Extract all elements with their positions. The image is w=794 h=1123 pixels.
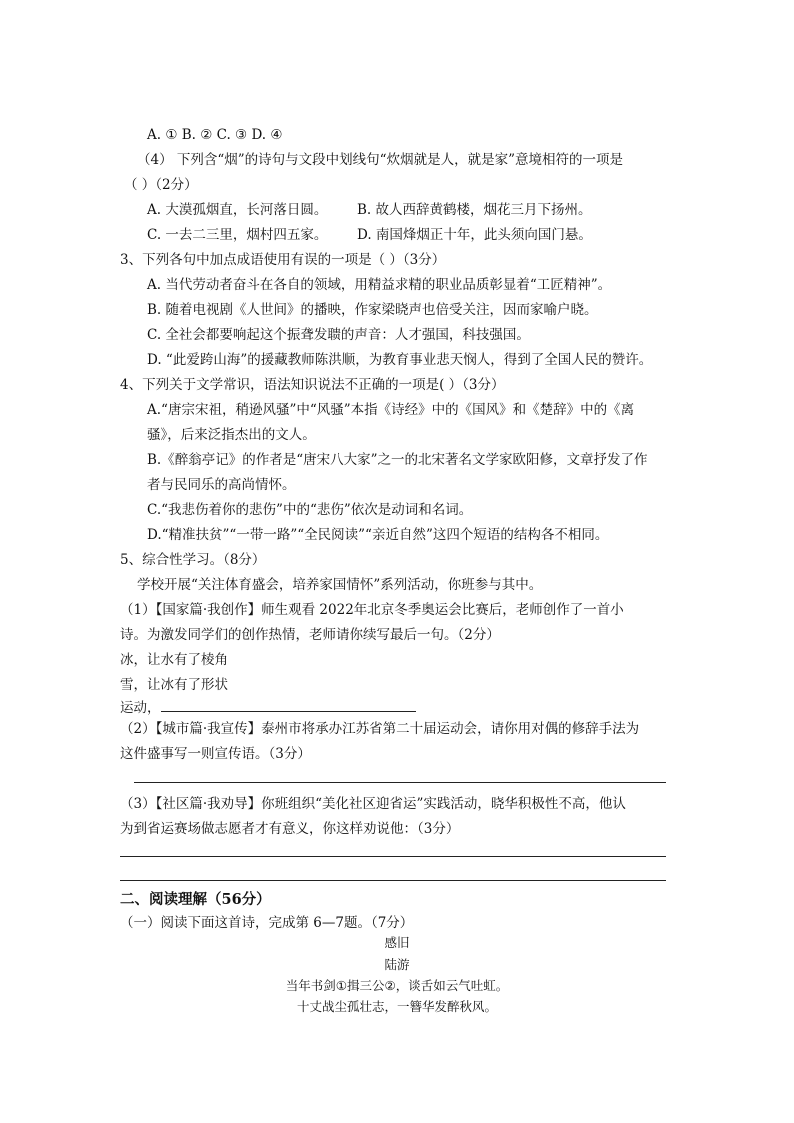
q5-2-line1: （2）【城市篇·我宣传】泰州市将承办江苏省第二十届运动会，请你用对偶的修辞手法为: [120, 721, 640, 737]
q5-poem-line3: [120, 697, 416, 717]
q5-1-line2: 诗。为激发同学们的创作热情，老师请你续写最后一句。（2分）: [120, 627, 500, 643]
q3-stem: 3、下列各句中加点成语使用有误的一项是（ ）（3分）: [120, 252, 446, 268]
q2-options: A. ① B. ② C. ③ D. ④: [147, 127, 283, 143]
q4-option-d: D.“精准扶贫”“一带一路”“全民阅读”“亲近自然”这四个短语的结构各不相同。: [147, 527, 609, 543]
section-2-title: 二、阅读理解（56分）: [120, 891, 271, 908]
q4-option-a-line1: A.“唐宗宋祖，稍逊风骚”中“风骚”本指《诗经》中的《国风》和《楚辞》中的《离: [147, 402, 635, 418]
poem-line1: 当年书剑①揖三公②，谈舌如云气吐虹。: [285, 978, 509, 993]
q4-option-b-line2: 者与民同乐的高尚情怀。: [147, 477, 296, 493]
q5-2-answer-line[interactable]: [134, 782, 666, 783]
section-2-sub1: （一）阅读下面这首诗，完成第 6—7题。（7分）: [120, 915, 414, 931]
q4-stem: 4、下列关于文学常识，语法知识说法不正确的一项是( ）（3分）: [120, 377, 505, 393]
poem-author: 陆游: [384, 957, 410, 972]
q5-3-line2: 为到省运赛场做志愿者才有意义，你这样劝说他：（3分）: [120, 821, 460, 837]
q5-3-line1: （3）【社区篇·我劝导】你班组织“美化社区迎省运”实践活动，晓华积极性不高，他认: [120, 796, 626, 812]
poem-line2: 十丈战尘孤壮志，一簪华发醉秋风。: [296, 999, 497, 1014]
q2-4-stem-cont: （ ）（2分）: [124, 177, 198, 193]
q5-1-line1: （1）【国家篇·我创作】师生观看 2022年北京冬季奥运会比赛后，老师创作了一首小: [120, 602, 624, 618]
q5-poem-line3-text: 运动，: [120, 700, 161, 716]
q5-3-answer-line2[interactable]: [120, 880, 666, 881]
q5-2-line2: 这件盛事写一则宣传语。（3分）: [120, 746, 311, 762]
q3-option-d: D. “此爱跨山海”的援藏教师陈洪顺，为教育事业悲天悯人，得到了全国人民的赞许。: [147, 352, 653, 368]
q4-option-a-line2: 骚》，后来泛指杰出的文人。: [147, 427, 316, 443]
q5-1-answer-blank[interactable]: [161, 697, 416, 712]
q2-4-option-c: C. 一去二三里，烟村四五家。: [147, 227, 328, 243]
q2-4-stem: （4） 下列含“烟”的诗句与文段中划线句“炊烟就是人，就是家”意境相符的一项是: [137, 152, 623, 168]
q2-4-option-a: A. 大漠孤烟直，长河落日圆。: [147, 202, 328, 218]
q2-4-option-b: B. 故人西辞黄鹤楼，烟花三月下扬州。: [357, 202, 592, 218]
q3-option-c: C. 全社会都要响起这个振聋发聩的声音：人才强国，科技强国。: [147, 327, 530, 343]
q5-3-answer-line1[interactable]: [120, 856, 666, 857]
q4-option-c: C.“我悲伤着你的悲伤”中的“悲伤”依次是动词和名词。: [147, 502, 473, 518]
q3-option-b: B. 随着电视剧《人世间》的播映，作家梁晓声也倍受关注，因而家喻户晓。: [147, 302, 598, 318]
poem-title: 感旧: [384, 935, 410, 950]
q5-poem-line1: 冰，让水有了棱角: [120, 652, 228, 668]
q5-stem: 5、综合性学习。（8分）: [120, 552, 266, 568]
q5-intro: 学校开展“关注体育盛会，培养家国情怀”系列活动，你班参与其中。: [137, 577, 543, 593]
q4-option-b-line1: B.《醉翁亭记》的作者是“唐宋八大家”之一的北宋著名文学家欧阳修，文章抒发了作: [147, 452, 648, 468]
q3-option-a: A. 当代劳动者奋斗在各自的领域，用精益求精的职业品质彰显着“工匠精神”。: [147, 277, 612, 293]
q2-4-option-d: D. 南国烽烟正十年，此头须向国门悬。: [357, 227, 592, 243]
q5-poem-line2: 雪，让冰有了形状: [120, 677, 228, 693]
